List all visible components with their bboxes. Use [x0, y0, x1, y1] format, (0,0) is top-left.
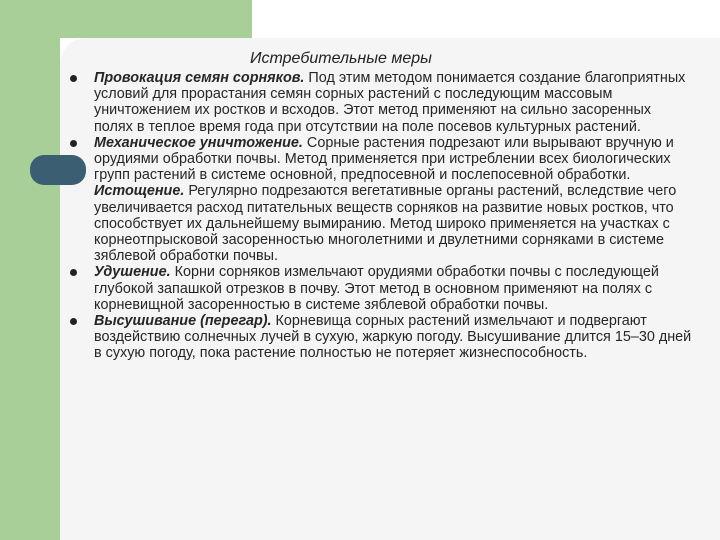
bullet-list: [70, 70, 692, 362]
item-text: Сорные растения подрезают или вырывают вручную и орудиями обработки почвы. Метод применяется при истреблении всех биологических групп растений в системе основной, предпосевной и послепосевной обработки.: [94, 134, 674, 184]
green-header-band: [0, 0, 252, 38]
green-side-band: [0, 38, 60, 540]
item-text: Под этим методом понимается создание благоприятных условий для прорастания семян сорных растений с последующим массовым уничтожением их ростков и всходов. Этот метод применяют на сильно засоренных полях в теплое время года при отсутствии на поле посевов культурных растений.: [94, 70, 686, 135]
list-item: [70, 135, 692, 265]
item-term: Провокация семян сорняков.: [94, 70, 305, 86]
bullet-icon: [70, 269, 77, 276]
item-text: Корневища сорных растений измельчают и подвергают воздействию солнечных лучей в сухую, жаркую погоду. Высушивание длится 15–30 дней в сухую погоду, пока растение полностью не потеряет жизнеспособность.: [94, 313, 692, 362]
slide-title: Истребительные меры: [250, 50, 432, 67]
item-term-secondary: Истощение.: [94, 183, 185, 200]
list-item: [70, 70, 692, 135]
bullet-icon: [70, 318, 77, 325]
item-text: Корни сорняков измельчают орудиями обработки почвы с последующей глубокой запашкой отрезков в почву. Этот метод в основном применяют на полях с корневищной засоренностью в системе зяблевой обработки почвы.: [94, 264, 659, 313]
item-term: Удушение.: [94, 264, 171, 281]
bullet-icon: [70, 75, 77, 82]
list-item: [70, 264, 692, 313]
item-text-secondary: Регулярно подрезаются вегетативные органы растений, вследствие чего увеличивается расход питательных веществ сорняков на развитие новых ростков, что способствует их дальнейшему вымиранию. Метод широко применяется на участках с корнеотпрысковой засоренностью многолетними и двулетними сорняками в системе зяблевой обработки почвы.: [94, 183, 677, 265]
list-item: [70, 313, 692, 362]
bullet-icon: [70, 140, 77, 147]
item-term: Механическое уничтожение.: [94, 134, 303, 151]
item-term: Высушивание (перегар).: [94, 313, 272, 330]
